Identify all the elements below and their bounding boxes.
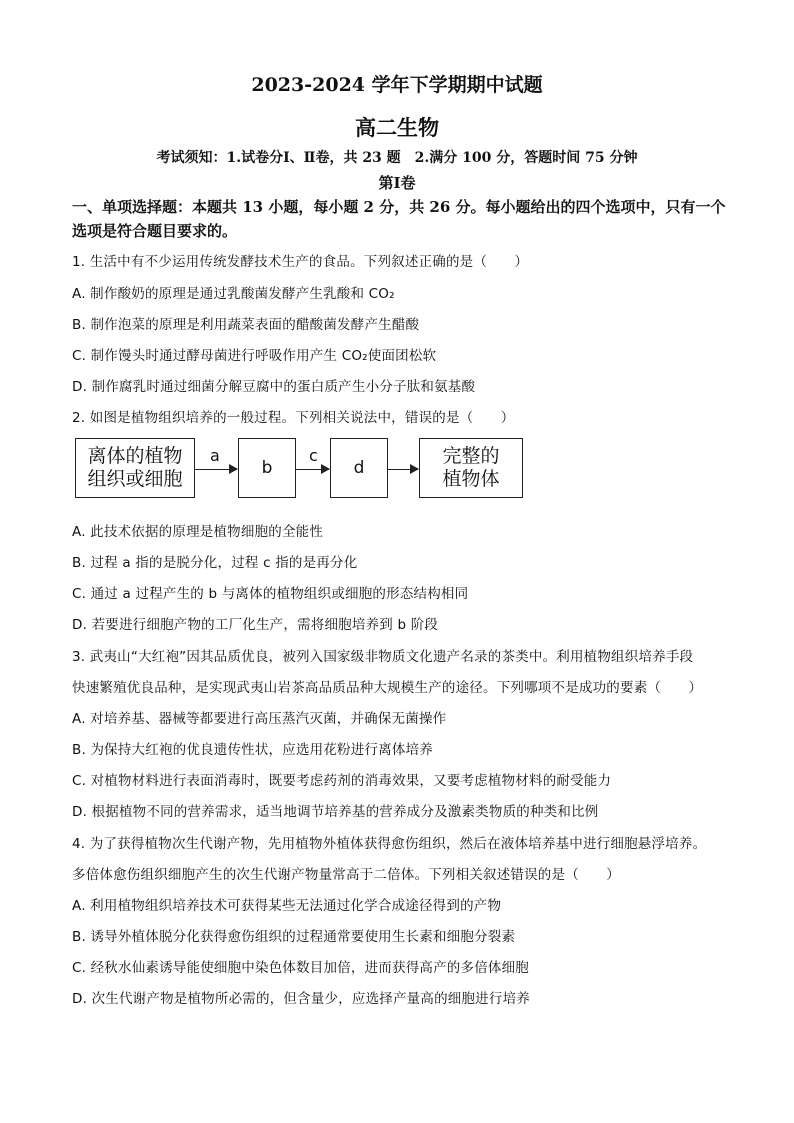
q1-option-d: D. 制作腐乳时通过细菌分解豆腐中的蛋白质产生小分子肽和氨基酸 <box>72 379 476 395</box>
flow-box-b: b <box>238 438 296 498</box>
flow-box-d: d <box>330 438 388 498</box>
q2-option-a: A. 此技术依据的原理是植物细胞的全能性 <box>72 524 324 540</box>
q1-option-b: B. 制作泡菜的原理是利用蔬菜表面的醋酸菌发酵产生醋酸 <box>72 317 420 333</box>
flow-label-c: c <box>309 446 318 465</box>
flow-arrow-a <box>195 469 237 470</box>
volume-title: 第Ⅰ卷 <box>378 174 416 192</box>
q3-option-d: D. 根据植物不同的营养需求，适当地调节培养基的营养成分及激素类物质的种类和比例 <box>72 804 599 820</box>
q1-option-a: A. 制作酸奶的原理是通过乳酸菌发酵产生乳酸和 CO₂ <box>72 286 395 302</box>
q2-option-c: C. 通过 a 过程产生的 b 与离体的植物组织或细胞的形态结构相同 <box>72 586 469 602</box>
q4-option-d: D. 次生代谢产物是植物所必需的，但含量少，应选择产量高的细胞进行培养 <box>72 991 530 1007</box>
q3-option-a: A. 对培养基、器械等都要进行高压蒸汽灭菌，并确保无菌操作 <box>72 711 447 727</box>
flow-box-explant <box>75 438 195 498</box>
q4-option-c: C. 经秋水仙素诱导能使细胞中染色体数目加倍，进而获得高产的多倍体细胞 <box>72 960 530 976</box>
q3-stem-line2: 快速繁殖优良品种，是实现武夷山岩茶高品质品种大规模生产的途径。下列哪项不是成功的要素（ ） <box>72 680 703 696</box>
exam-notice: 考试须知：1.试卷分Ⅰ、Ⅱ卷，共 23 题 2.满分 100 分，答题时间 75 分钟 <box>156 150 638 166</box>
q4-stem-line1: 4. 为了获得植物次生代谢产物，先用植物外植体获得愈伤组织，然后在液体培养基中进行细胞悬浮培养。 <box>72 836 707 852</box>
flow-box-explant-line1: 离体的植物 <box>87 445 183 467</box>
flow-box-whole-plant <box>419 438 523 498</box>
flow-box-whole-plant-line1: 完整的 <box>442 445 500 467</box>
flow-label-a: a <box>210 446 220 465</box>
q2-stem: 2. 如图是植物组织培养的一般过程。下列相关说法中，错误的是（ ） <box>72 410 515 426</box>
q3-stem-line1: 3. 武夷山“大红袍”因其品质优良，被列入国家级非物质文化遗产名录的茶类中。利用植物组织培养手段 <box>72 649 694 665</box>
q1-option-c: C. 制作馒头时通过酵母菌进行呼吸作用产生 CO₂使面团松软 <box>72 348 437 364</box>
section-heading: 一、单项选择题：本题共 13 小题，每小题 2 分，共 26 分。每小题给出的四个选项中，只有一个选项是符合题目要求的。 <box>72 198 726 240</box>
flow-arrow-c <box>296 469 329 470</box>
flow-box-whole-plant-line2: 植物体 <box>442 468 500 490</box>
flow-box-explant-line2: 组织或细胞 <box>87 468 183 490</box>
tissue-culture-flowchart <box>75 438 535 502</box>
q3-option-c: C. 对植物材料进行表面消毒时，既要考虑药剂的消毒效果，又要考虑植物材料的耐受能力 <box>72 773 612 789</box>
q4-option-b: B. 诱导外植体脱分化获得愈伤组织的过程通常要使用生长素和细胞分裂素 <box>72 929 516 945</box>
q3-option-b: B. 为保持大红袍的优良遗传性状，应选用花粉进行离体培养 <box>72 742 433 758</box>
exam-title: 2023-2024 学年下学期期中试题 <box>251 74 543 96</box>
q2-option-d: D. 若要进行细胞产物的工厂化生产，需将细胞培养到 b 阶段 <box>72 617 439 633</box>
q4-stem-line2: 多倍体愈伤组织细胞产生的次生代谢产物量常高于二倍体。下列相关叙述错误的是（ ） <box>72 867 620 883</box>
flow-arrow-final <box>388 469 418 470</box>
q1-stem: 1. 生活中有不少运用传统发酵技术生产的食品。下列叙述正确的是（ ） <box>72 254 529 270</box>
subject-title: 高二生物 <box>355 115 439 140</box>
q4-option-a: A. 利用植物组织培养技术可获得某些无法通过化学合成途径得到的产物 <box>72 898 502 914</box>
q2-option-b: B. 过程 a 指的是脱分化，过程 c 指的是再分化 <box>72 555 358 571</box>
